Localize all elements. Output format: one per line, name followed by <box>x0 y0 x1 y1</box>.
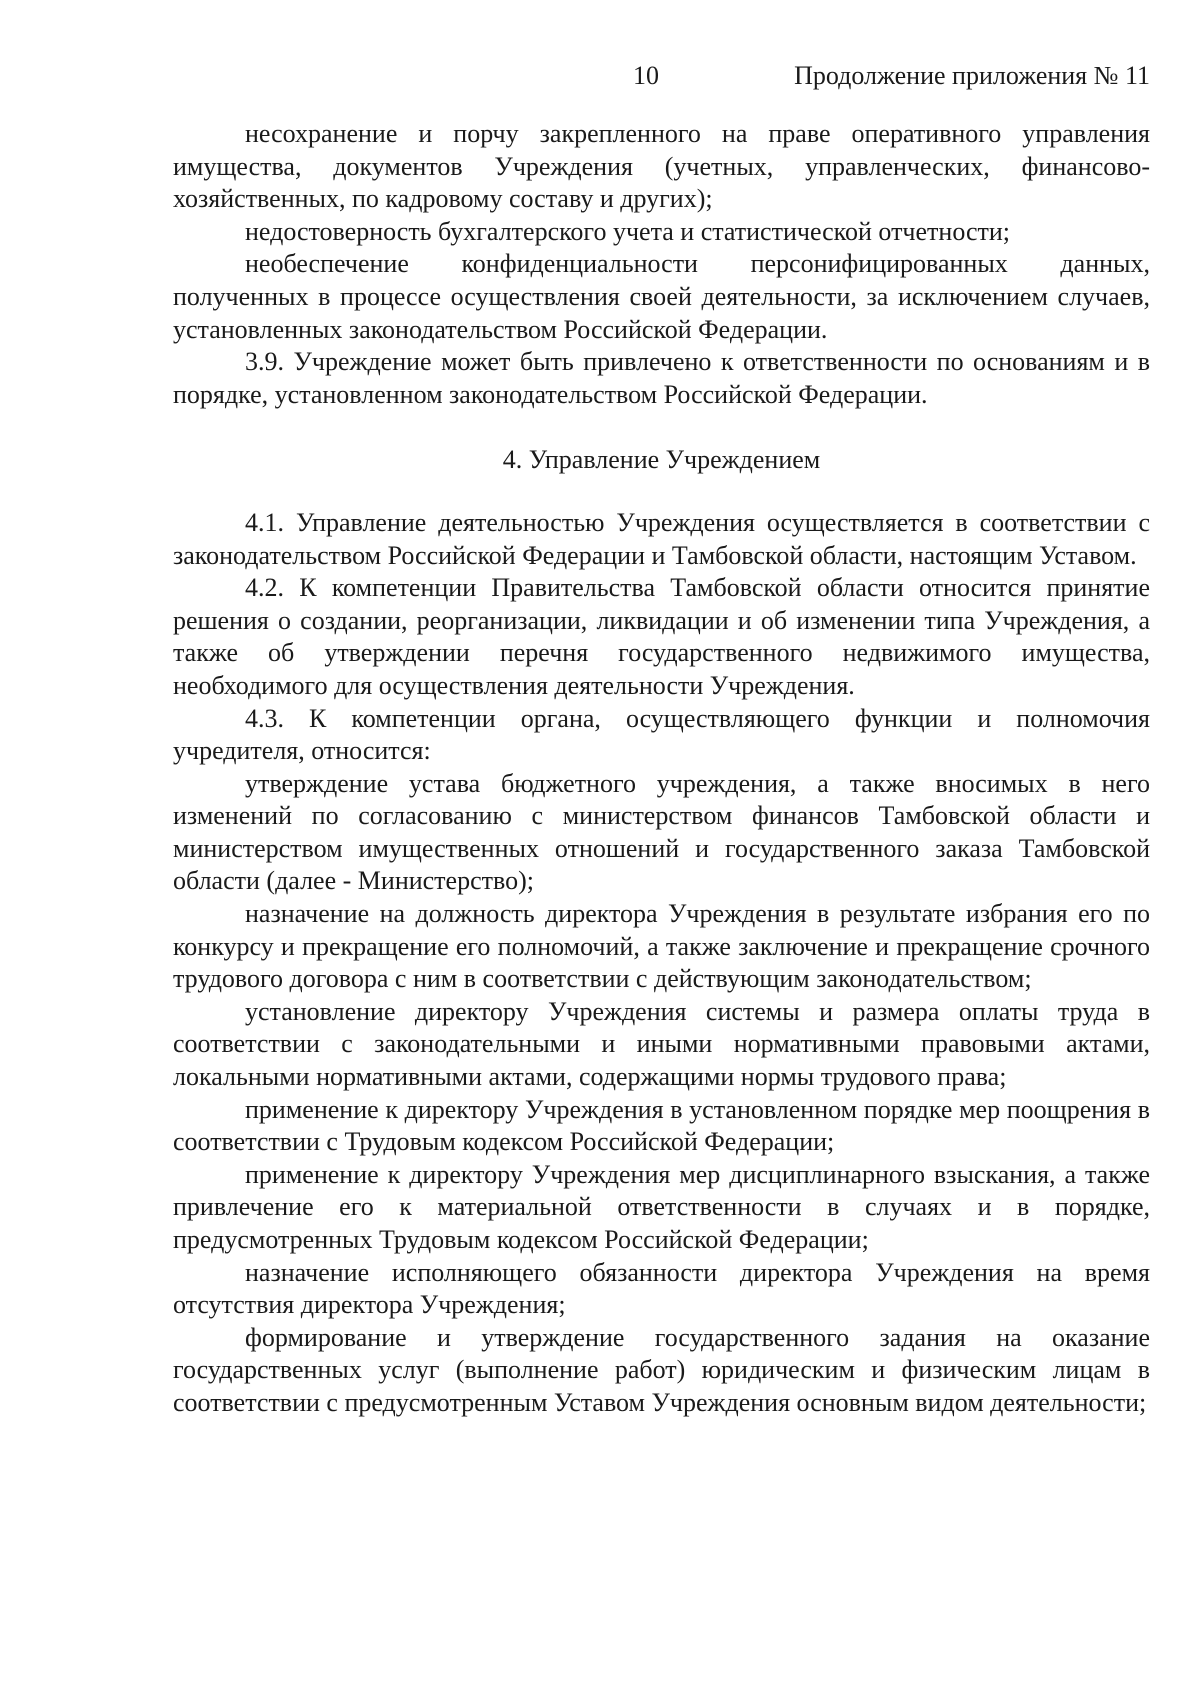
paragraph: утверждение устава бюджетного учреждения, а также вносимых в него изменений по согласованию с министерством финансов Тамбовской области и министерством имущественных отношений и государственного заказа Тамбовской области (далее - Министерство); <box>173 768 1150 896</box>
paragraph: 4.3. К компетенции органа, осуществляющего функции и полномочия учредителя, относится: <box>173 703 1150 766</box>
appendix-continuation-label: Продолжение приложения № 11 <box>794 61 1150 90</box>
paragraph: применение к директору Учреждения мер дисциплинарного взыскания, а также привлечение его к материальной ответственности в случаях и в порядке, предусмотренных Трудовым кодексом Российской Федерации; <box>173 1159 1150 1254</box>
paragraph: установление директору Учреждения системы и размера оплаты труда в соответствии с законодательными и иными нормативными правовыми актами, локальными нормативными актами, содержащими нормы трудового права; <box>173 996 1150 1092</box>
paragraph: 4.1. Управление деятельностью Учреждения осуществляется в соответствии с законодательством Российской Федерации и Тамбовской области, настоящим Уставом. <box>173 507 1150 570</box>
paragraph: несохранение и порчу закрепленного на праве оперативного управления имущества, документов Учреждения (учетных, управленческих, финансово-хозяйственных, по кадровому составу и других); <box>173 119 1150 214</box>
paragraph: необеспечение конфиденциальности персонифицированных данных, полученных в процессе осуществления своей деятельности, за исключением случаев, установленных законодательством Российской Федерации. <box>173 249 1150 344</box>
page-number: 10 <box>633 61 659 90</box>
paragraph: назначение исполняющего обязанности директора Учреждения на время отсутствия директора Учреждения; <box>173 1257 1150 1320</box>
paragraph: 4.2. К компетенции Правительства Тамбовской области относится принятие решения о создании, реорганизации, ликвидации и об изменении типа Учреждения, а также об утверждении перечня государственного недвижимого имущества, необходимого для осуществления деятельности Учреждения. <box>173 573 1150 700</box>
paragraph: 3.9. Учреждение может быть привлечено к ответственности по основаниям и в порядке, установленном законодательством Российской Федерации. <box>173 347 1150 409</box>
paragraph: недостоверность бухгалтерского учета и статистической отчетности; <box>245 216 1011 246</box>
page-header <box>173 58 1150 98</box>
section-heading: 4. Управление Учреждением <box>502 445 821 475</box>
paragraph: назначение на должность директора Учреждения в результате избрания его по конкурсу и прекращение его полномочий, а также заключение и прекращение срочного трудового договора с ним в соответствии с действующим законодательством; <box>173 899 1150 994</box>
document-body <box>173 118 1150 1420</box>
paragraph: применение к директору Учреждения в установленном порядке мер поощрения в соответствии с Трудовым кодексом Российской Федерации; <box>173 1094 1150 1157</box>
paragraph: формирование и утверждение государственного задания на оказание государственных услуг (выполнение работ) юридическим и физическим лицам в соответствии с предусмотренным Уставом Учреждения основным видом деятельности; <box>173 1322 1150 1417</box>
